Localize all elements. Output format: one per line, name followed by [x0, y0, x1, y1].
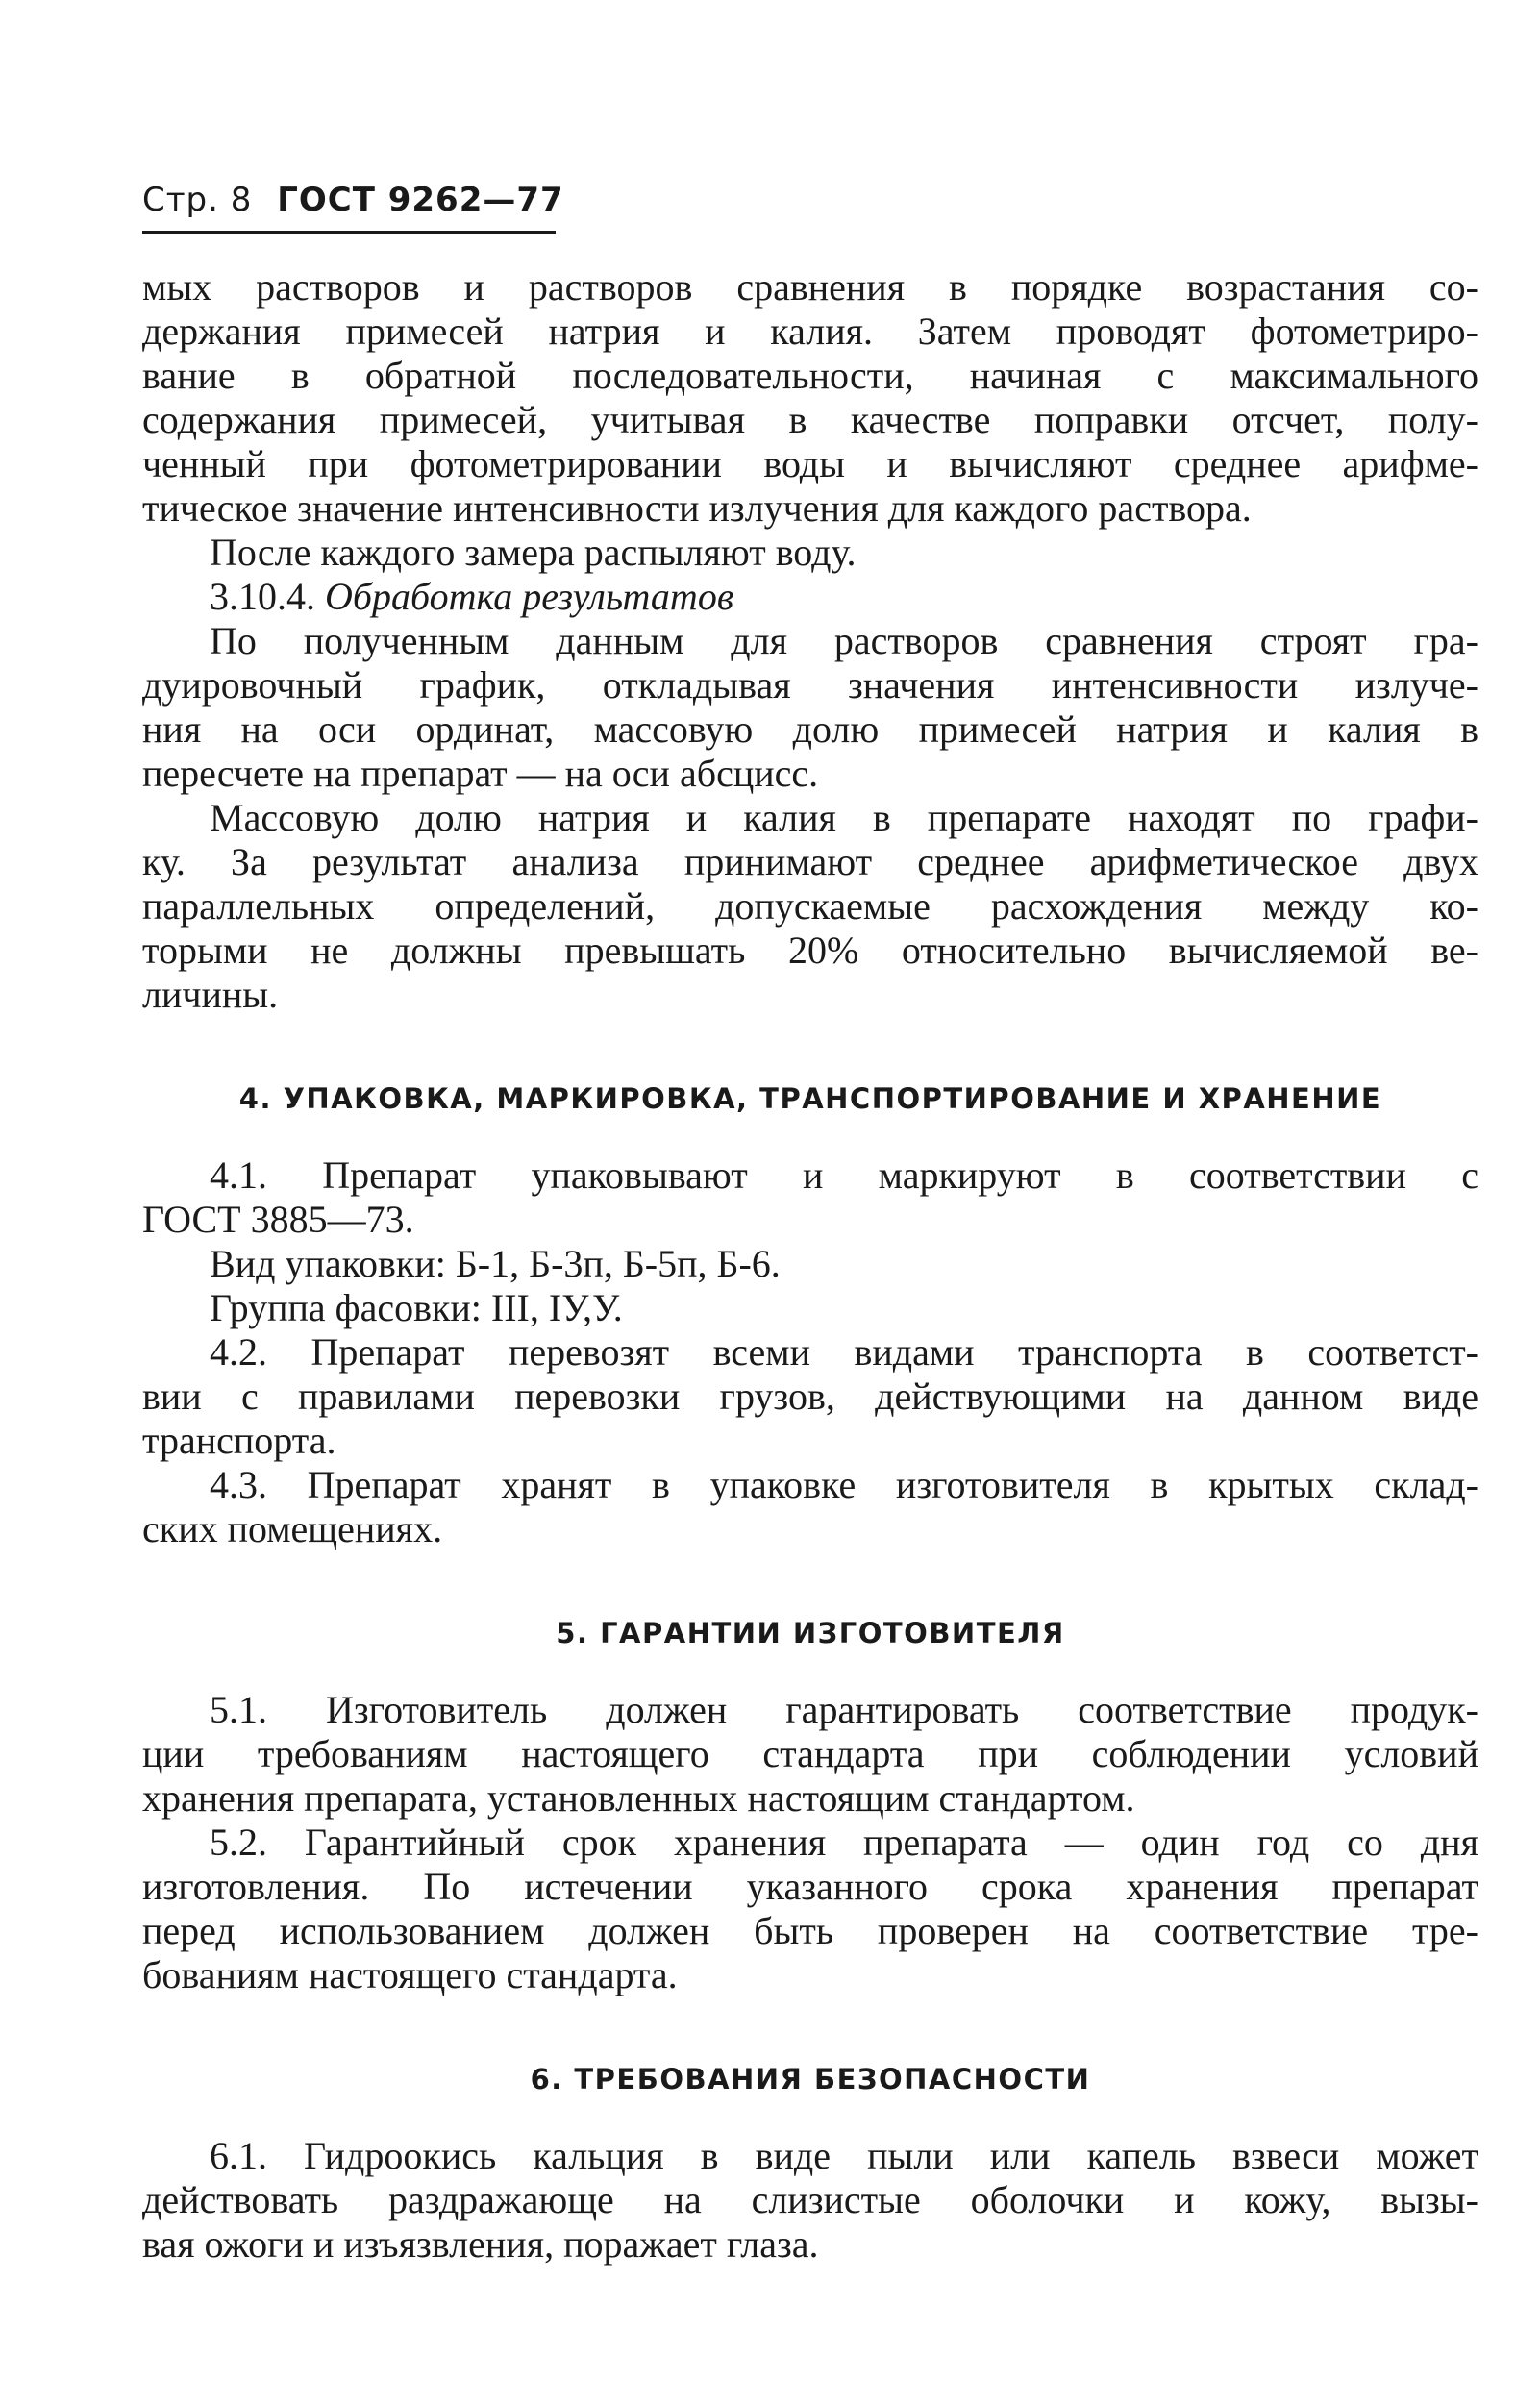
section-heading: 4. УПАКОВКА, МАРКИРОВКА, ТРАНСПОРТИРОВАНИЕ И ХРАНЕНИЕ: [238, 1082, 1382, 1115]
running-header: [142, 181, 564, 219]
text-line: хранения препарата, установленных настоящим стандартом.: [142, 1776, 1135, 1820]
text-line: торыми не должны превышать 20% относительно вычисляемой ве-: [142, 929, 1478, 972]
text-line: 5.1. Изготовитель должен гарантировать соответствие продук-: [210, 1688, 1478, 1731]
section-heading: 5. ГАРАНТИИ ИЗГОТОВИТЕЛЯ: [556, 1617, 1065, 1649]
text-line: перед использованием должен быть проверен на соответствие тре-: [142, 1909, 1478, 1952]
section-heading: 6. ТРЕБОВАНИЯ БЕЗОПАСНОСТИ: [530, 2063, 1091, 2095]
text-line: Группа фасовки: III, IУ,У.: [210, 1286, 623, 1329]
text-line: личины.: [142, 973, 279, 1016]
text-line: 4.3. Препарат хранят в упаковке изготовителя в крытых склад-: [210, 1463, 1478, 1506]
text-line: содержания примесей, учитывая в качестве поправки отсчет, полу-: [142, 398, 1478, 441]
text-line: вание в обратной последовательности, начиная с максимального: [142, 354, 1478, 397]
text-line: тическое значение интенсивности излучения для каждого раствора.: [142, 486, 1252, 530]
subsection-number: 3.10.4.: [210, 575, 315, 618]
text-line: транспорта.: [142, 1419, 336, 1462]
text-line: параллельных определений, допускаемые расхождения между ко-: [142, 884, 1478, 928]
text-line: вая ожоги и изъязвления, поражает глаза.: [142, 2222, 819, 2266]
standard-number: ГОСТ 9262—77: [277, 181, 564, 219]
text-line: После каждого замера распыляют воду.: [210, 531, 857, 574]
text-line: 4.1. Препарат упаковывают и маркируют в соответствии с: [210, 1153, 1478, 1197]
text-line: ГОСТ 3885—73.: [142, 1198, 414, 1241]
text-line: дуировочный график, откладывая значения интенсивности излуче-: [142, 663, 1478, 707]
subsection-name: Обработка результатов: [325, 575, 734, 618]
text-line: пересчете на препарат — на оси абсцисс.: [142, 752, 819, 795]
text-line: Вид упаковки: Б-1, Б-3п, Б-5п, Б-6.: [210, 1242, 781, 1285]
text-line: ченный при фотометрировании воды и вычисляют среднее арифме-: [142, 442, 1478, 485]
text-line: По полученным данным для растворов сравнения строят гра-: [210, 619, 1478, 662]
text-line: бованиям настоящего стандарта.: [142, 1953, 678, 1996]
text-line: держания примесей натрия и калия. Затем проводят фотометриро-: [142, 310, 1478, 353]
text-line: 5.2. Гарантийный срок хранения препарата — один год со дня: [210, 1821, 1478, 1864]
page-number: Стр. 8: [142, 181, 253, 219]
text-line: действовать раздражающе на слизистые оболочки и кожу, вызы-: [142, 2178, 1478, 2221]
text-line: ции требованиям настоящего стандарта при соблюдении условий: [142, 1732, 1478, 1775]
text-line: вии с правилами перевозки грузов, действующими на данном виде: [142, 1375, 1478, 1418]
text-line: изготовления. По истечении указанного срока хранения препарат: [142, 1865, 1478, 1908]
text-line: ских помещениях.: [142, 1507, 443, 1550]
subsection-title: [142, 575, 1478, 619]
document-body: [142, 265, 1478, 2267]
header-rule: [142, 231, 556, 234]
text-line: ку. За результат анализа принимают среднее арифметическое двух: [142, 840, 1478, 883]
text-line: Массовую долю натрия и калия в препарате находят по графи-: [210, 796, 1478, 839]
text-line: ния на оси ординат, массовую долю примесей натрия и калия в: [142, 707, 1478, 751]
text-line: 6.1. Гидроокись кальция в виде пыли или капель взвеси может: [210, 2134, 1478, 2177]
text-line: 4.2. Препарат перевозят всеми видами транспорта в соответст-: [210, 1330, 1478, 1374]
text-line: мых растворов и растворов сравнения в порядке возрастания со-: [142, 265, 1478, 309]
